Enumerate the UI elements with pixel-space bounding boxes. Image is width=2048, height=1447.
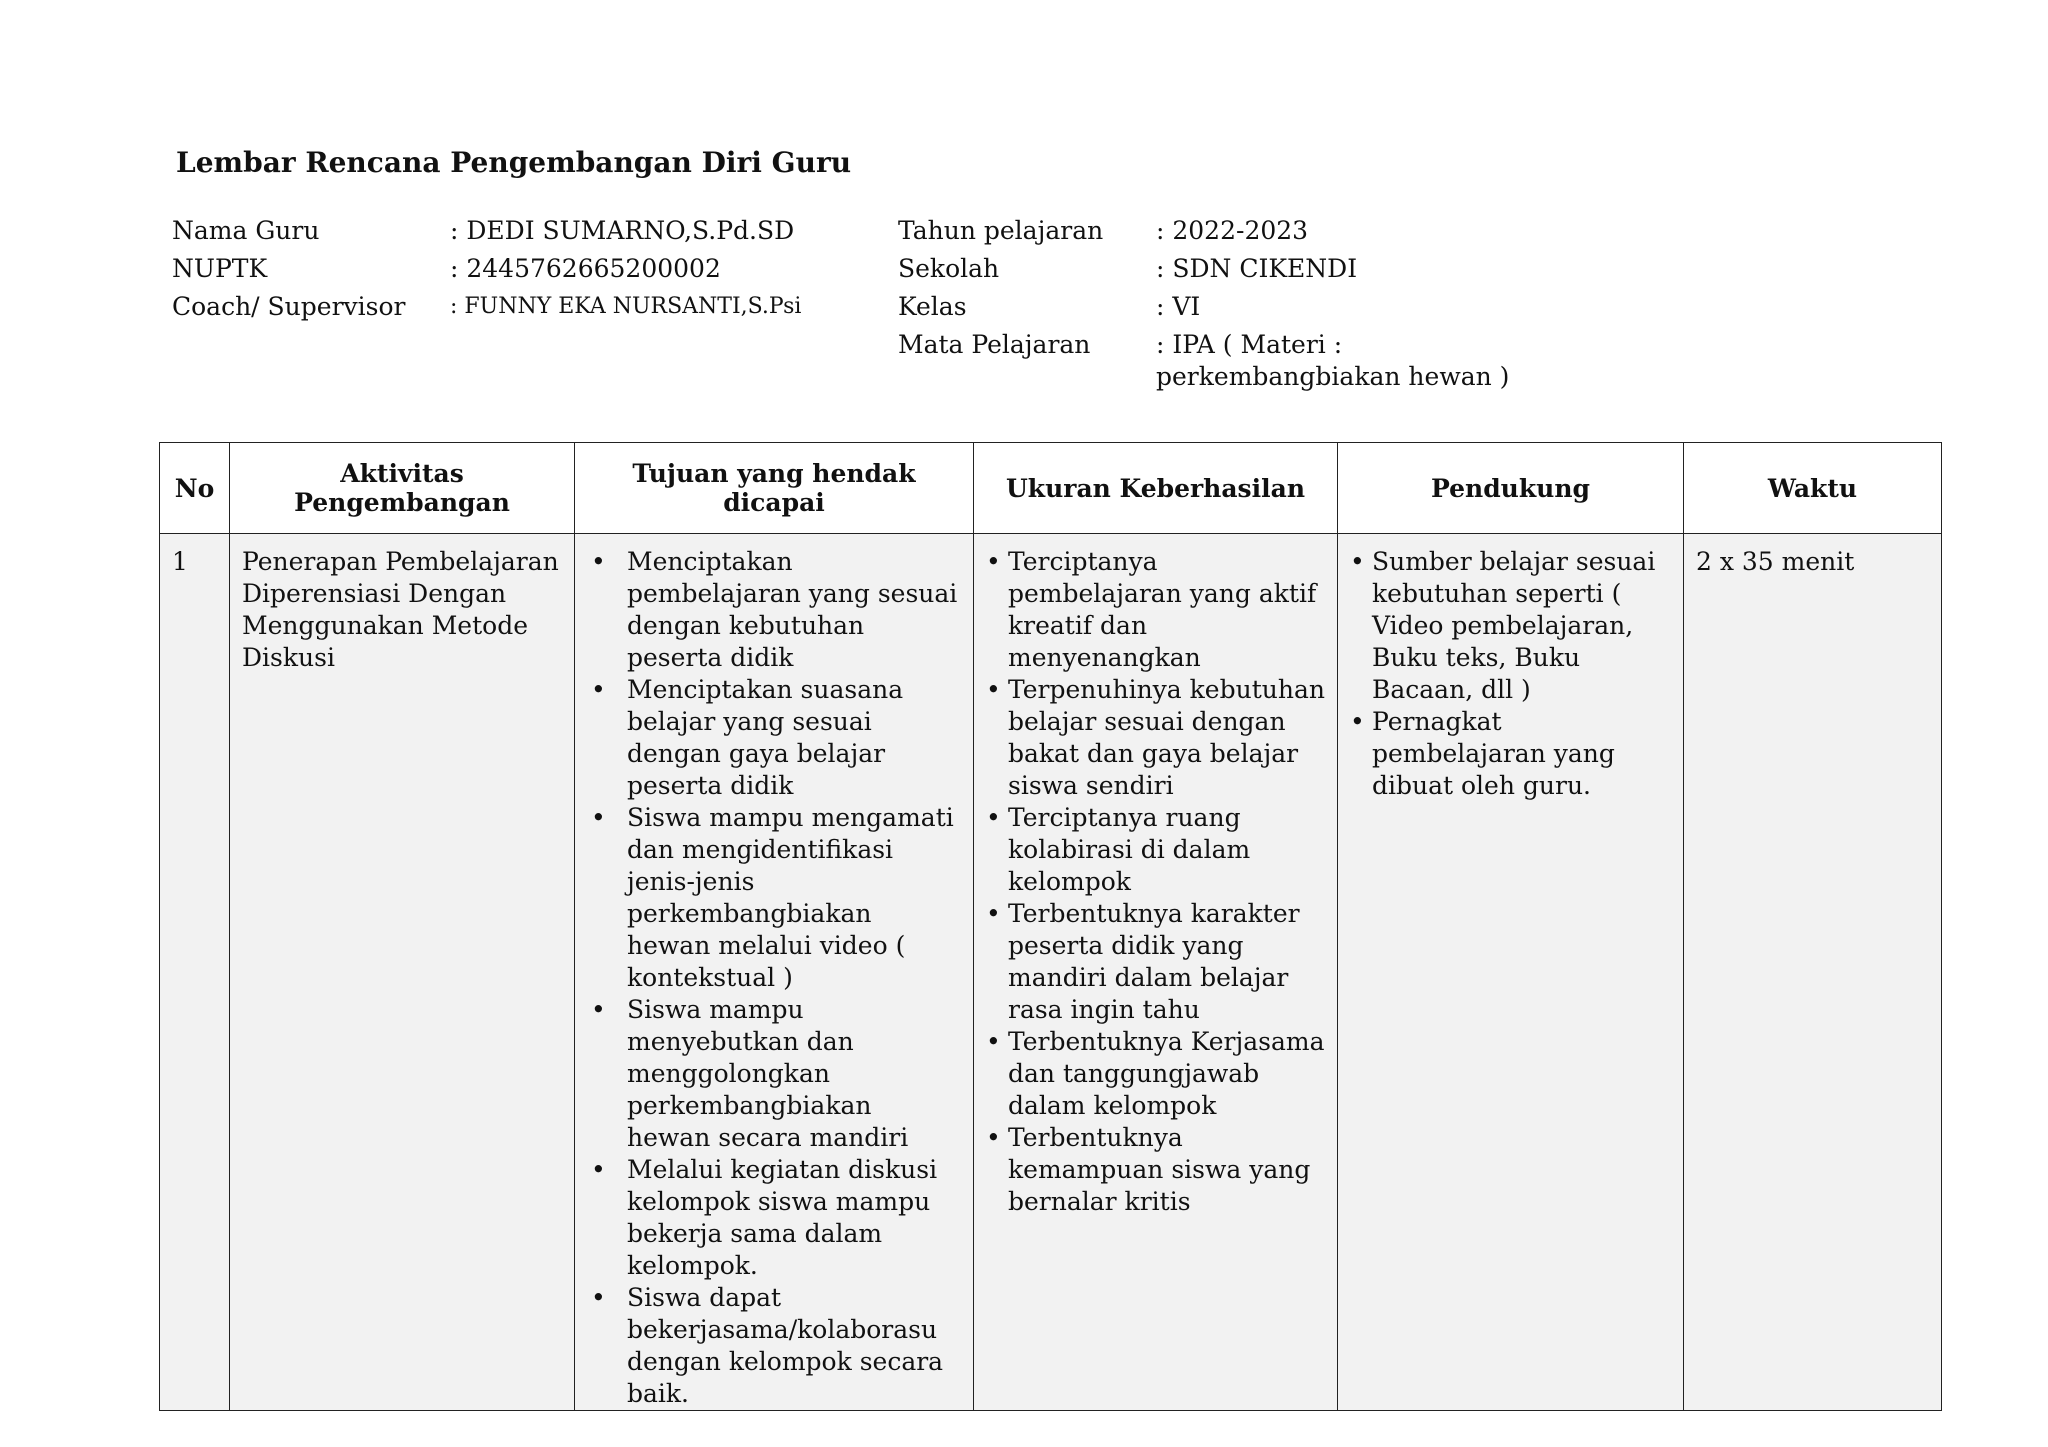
info-label: Coach/ Supervisor — [172, 292, 406, 321]
goals-list — [587, 546, 961, 1410]
development-plan-table — [159, 442, 1942, 1411]
list-item: • Menciptakan suasana belajar yang sesuai dengan gaya belajar peserta didik — [587, 674, 961, 802]
info-value: : VI — [1156, 292, 1201, 321]
header-support: Pendukung — [1338, 443, 1684, 534]
list-item: • Terciptanya ruang kolabirasi di dalam kelompok — [986, 802, 1325, 898]
cell-no: 1 — [160, 534, 230, 1411]
info-row-teacher-name — [172, 212, 801, 250]
list-item: • Terciptanya pembelajaran yang aktif kreatif dan menyenangkan — [986, 546, 1325, 674]
info-label: Kelas — [898, 292, 967, 321]
list-item: • Terbentuknya karakter peserta didik yang mandiri dalam belajar rasa ingin tahu — [986, 898, 1325, 1026]
cell-goals — [575, 534, 974, 1411]
list-item: • Terbentuknya Kerjasama dan tanggungjawab dalam kelompok — [986, 1026, 1325, 1122]
header-activity: Aktivitas Pengembangan — [230, 443, 575, 534]
list-item: • Siswa mampu menyebutkan dan menggolongkan perkembangbiakan hewan secara mandiri — [587, 994, 961, 1154]
header-goals: Tujuan yang hendak dicapai — [575, 443, 974, 534]
info-value: : 2445762665200002 — [450, 254, 721, 283]
teacher-info — [172, 212, 801, 326]
info-row-supervisor — [172, 288, 801, 326]
info-label: Sekolah — [898, 254, 1000, 283]
list-item: • Pernagkat pembelajaran yang dibuat oleh guru. — [1350, 706, 1671, 802]
list-item: • Menciptakan pembelajaran yang sesuai dengan kebutuhan peserta didik — [587, 546, 961, 674]
cell-support — [1338, 534, 1684, 1411]
info-row-subject — [898, 326, 1576, 393]
list-item: • Sumber belajar sesuai kebutuhan seperti ( Video pembelajaran, Buku teks, Buku Bacaan, dll ) — [1350, 546, 1671, 706]
info-value: : IPA ( Materi : perkembangbiakan hewan ) — [1156, 330, 1510, 391]
info-label: Tahun pelajaran — [898, 216, 1104, 245]
list-item: • Siswa mampu mengamati dan mengidentifikasi jenis-jenis perkembangbiakan hewan melalui video ( kontekstual ) — [587, 802, 961, 994]
info-row-school — [898, 250, 1576, 288]
info-value: : FUNNY EKA NURSANTI,S.Psi — [450, 294, 802, 319]
info-row-class — [898, 288, 1576, 326]
info-label: NUPTK — [172, 254, 268, 283]
school-info — [898, 212, 1576, 393]
success-list — [986, 546, 1325, 1218]
support-list — [1350, 546, 1671, 802]
list-item: • Siswa dapat bekerjasama/kolaborasu dengan kelompok secara baik. — [587, 1282, 961, 1410]
document-title: Lembar Rencana Pengembangan Diri Guru — [176, 146, 852, 179]
header-no: No — [160, 443, 230, 534]
info-value: : 2022-2023 — [1156, 216, 1309, 245]
cell-time: 2 x 35 menit — [1684, 534, 1942, 1411]
list-item: • Terpenuhinya kebutuhan belajar sesuai dengan bakat dan gaya belajar siswa sendiri — [986, 674, 1325, 802]
list-item: • Melalui kegiatan diskusi kelompok siswa mampu bekerja sama dalam kelompok. — [587, 1154, 961, 1282]
info-row-nuptk — [172, 250, 801, 288]
info-label: Mata Pelajaran — [898, 330, 1091, 359]
info-value: : SDN CIKENDI — [1156, 254, 1358, 283]
header-time: Waktu — [1684, 443, 1942, 534]
table-row — [160, 534, 1942, 1411]
info-label: Nama Guru — [172, 216, 320, 245]
cell-success-measure — [974, 534, 1338, 1411]
cell-activity: Penerapan Pembelajaran Diperensiasi Dengan Menggunakan Metode Diskusi — [230, 534, 575, 1411]
info-row-school-year — [898, 212, 1576, 250]
table-header-row — [160, 443, 1942, 534]
list-item: • Terbentuknya kemampuan siswa yang bernalar kritis — [986, 1122, 1325, 1218]
header-success-measure: Ukuran Keberhasilan — [974, 443, 1338, 534]
info-value: : DEDI SUMARNO,S.Pd.SD — [450, 216, 795, 245]
